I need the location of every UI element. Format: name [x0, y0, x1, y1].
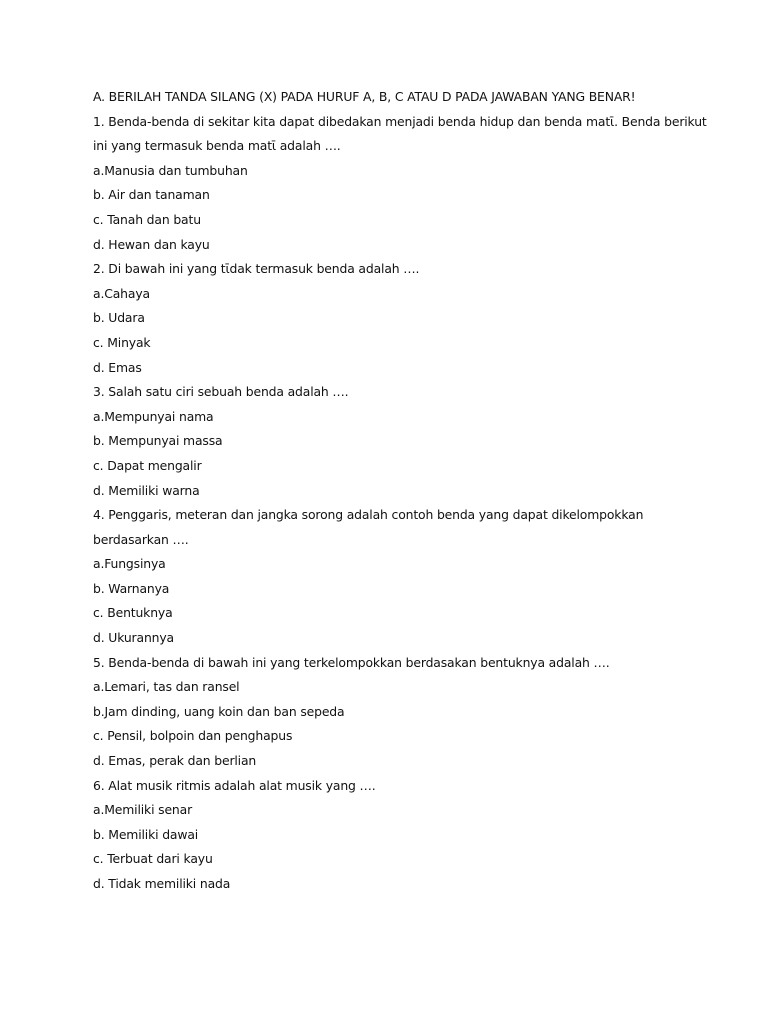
- option-a: a.Lemari, tas dan ransel: [93, 679, 240, 695]
- option-c: c. Pensil, bolpoin dan penghapus: [93, 728, 293, 744]
- question-text: ini yang termasuk benda matῑ adalah ….: [93, 138, 341, 154]
- question-text: 6. Alat musik ritmis adalah alat musik yang ….: [93, 777, 376, 793]
- question-text: 3. Salah satu ciri sebuah benda adalah ….: [93, 384, 349, 400]
- question-text: 4. Penggaris, meteran dan jangka sorong adalah contoh benda yang dapat dikelompokkan: [93, 507, 644, 523]
- question-1: [93, 110, 707, 258]
- question-2: [93, 257, 693, 380]
- option-a: a.Mempunyai nama: [93, 408, 214, 424]
- document-body: [93, 85, 707, 897]
- option-a: a.Fungsinya: [93, 556, 166, 572]
- question-text: 5. Benda-benda di bawah ini yang terkelompokkan berdasakan bentuknya adalah ….: [93, 654, 610, 670]
- instruction-heading: A. BERILAH TANDA SILANG (X) PADA HURUF A, B, C ATAU D PADA JAWABAN YANG BENAR!: [93, 89, 636, 104]
- question-6: [93, 774, 693, 897]
- option-a: a.Cahaya: [93, 285, 150, 301]
- option-d: d. Ukurannya: [93, 630, 174, 646]
- question-text: 1. Benda-benda di sekitar kita dapat dibedakan menjadi benda hidup dan benda matῑ. Benda berikut: [93, 113, 707, 129]
- option-d: d. Tidak memiliki nada: [93, 876, 231, 891]
- option-c: c. Dapat mengalir: [93, 457, 202, 473]
- option-d: d. Hewan dan kayu: [93, 236, 210, 252]
- question-text: 2. Di bawah ini yang tῑdak termasuk benda adalah ….: [93, 261, 420, 277]
- option-c: c. Tanah dan batu: [93, 211, 201, 227]
- option-b: b.Jam dinding, uang koin dan ban sepeda: [93, 703, 345, 719]
- option-b: b. Warnanya: [93, 580, 170, 596]
- option-d: d. Memiliki warna: [93, 482, 200, 498]
- question-5: [93, 651, 693, 774]
- option-b: b. Memiliki dawai: [93, 826, 199, 842]
- option-d: d. Emas, perak dan berlian: [93, 753, 257, 769]
- question-text: berdasarkan ….: [93, 531, 189, 547]
- option-c: c. Bentuknya: [93, 605, 173, 621]
- option-d: d. Emas: [93, 359, 142, 375]
- option-c: c. Minyak: [93, 334, 151, 350]
- option-b: b. Air dan tanaman: [93, 187, 210, 203]
- option-a: a.Manusia dan tumbuhan: [93, 162, 248, 178]
- option-c: c. Terbuat dari kayu: [93, 851, 213, 867]
- question-3: [93, 380, 693, 503]
- option-a: a.Memiliki senar: [93, 802, 193, 818]
- option-b: b. Mempunyai massa: [93, 433, 223, 449]
- option-b: b. Udara: [93, 310, 145, 326]
- question-4: [93, 503, 693, 651]
